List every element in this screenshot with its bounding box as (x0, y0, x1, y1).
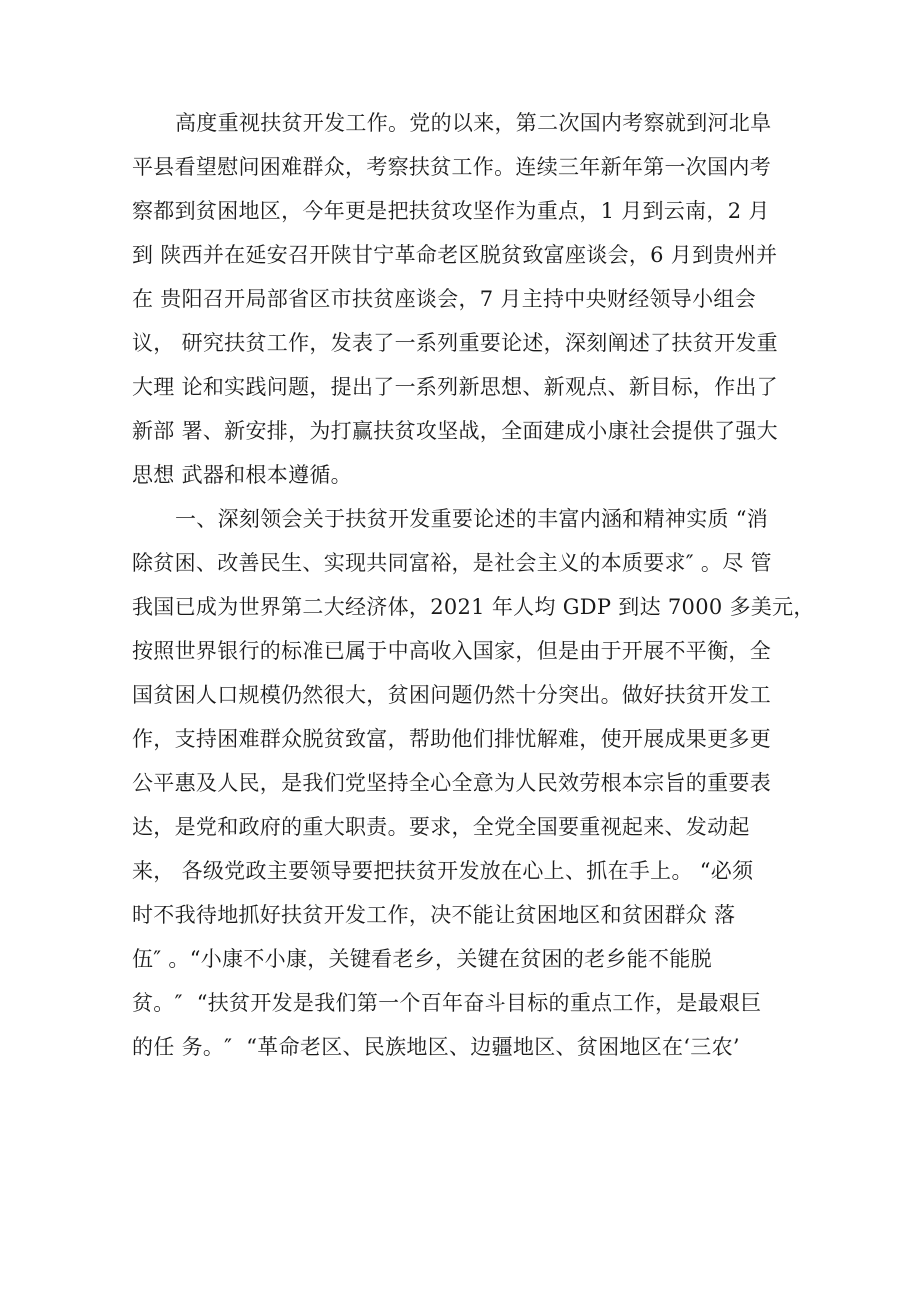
text-line: 公平惠及人民，是我们党坚持全心全意为人民效劳根本宗旨的重要表 (132, 771, 771, 795)
text-line: 达，是党和政府的重大职责。要求，全党全国要重视起来、发动起 (132, 815, 750, 839)
text-line: 察都到贫困地区，今年更是把扶贫攻坚作为重点，1 月到云南，2 月 (132, 199, 770, 223)
text-line: 国贫困人口规模仍然很大，贫困问题仍然十分突出。做好扶贫开发工 (132, 683, 771, 707)
text-line: 我国已成为世界第二大经济体，2021 年人均 GDP 到达 7000 多美元， (132, 595, 815, 619)
text-line: 大理 论和实践问题，提出了一系列新思想、新观点、新目标，作出了 (132, 375, 778, 399)
text-line: 的任 务。″ “革命老区、民族地区、边疆地区、贫困地区在‘三农’ (132, 1035, 740, 1059)
text-line: 贫。″ “扶贫开发是我们第一个百年奋斗目标的重点工作，是最艰巨 (132, 991, 762, 1015)
text-line: 时不我待地抓好扶贫开发工作，决不能让贫困地区和贫困群众 落 (132, 903, 736, 927)
text-line: 伍″ 。“小康不小康，关键看老乡，关键在贫困的老乡能不能脱 (132, 947, 712, 971)
text-line: 在 贵阳召开局部省区市扶贫座谈会，7 月主持中央财经领导小组会 (132, 287, 757, 311)
text-line: 到 陕西并在延安召开陕甘宁革命老区脱贫致富座谈会，6 月到贵州并 (132, 243, 778, 267)
text-line: 除贫困、改善民生、实现共同富裕，是社会主义的本质要求″ 。尽 管 (132, 551, 772, 575)
text-line: 作，支持困难群众脱贫致富，帮助他们排忧解难，使开展成果更多更 (132, 727, 771, 751)
text-line: 新部 署、新安排，为打赢扶贫攻坚战，全面建成小康社会提供了强大 (132, 419, 778, 443)
text-line: 平县看望慰问困难群众，考察扶贫工作。连续三年新年第一次国内考 (132, 155, 771, 179)
text-line: 高度重视扶贫开发工作。党的以来，第二次国内考察就到河北阜 (175, 111, 772, 135)
text-line: 一、深刻领会关于扶贫开发重要论述的丰富内涵和精神实质 “消 (175, 507, 769, 531)
text-line: 思想 武器和根本遵循。 (132, 463, 352, 487)
text-line: 议， 研究扶贫工作，发表了一系列重要论述，深刻阐述了扶贫开发重 (132, 331, 778, 355)
text-line: 按照世界银行的标准已属于中高收入国家，但是由于开展不平衡，全 (132, 639, 771, 663)
text-line: 来， 各级党政主要领导要把扶贫开发放在心上、抓在手上。 “必须 (132, 859, 754, 883)
